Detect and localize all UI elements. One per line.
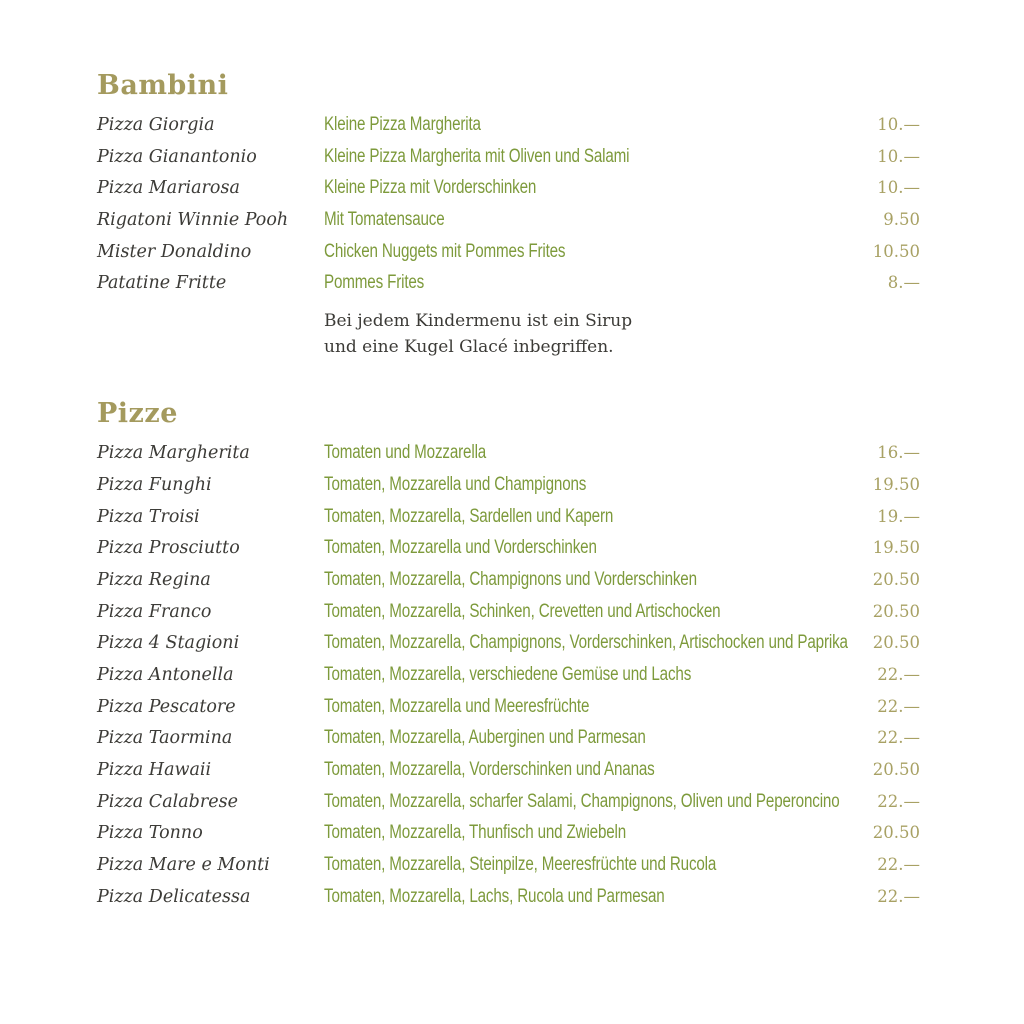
item-name: Pizza Antonella [97,664,234,685]
item-price: 19.50 [872,474,920,494]
item-description-cell [324,177,830,199]
item-price: 10.50 [872,241,920,261]
section-heading: Bambini [97,70,229,101]
item-description-cell [324,506,830,528]
item-description-cell [324,696,830,718]
section-note [324,308,920,360]
item-name: Pizza Mare e Monti [97,855,270,876]
menu-item-row [97,272,920,304]
menu-item-row [97,569,920,601]
menu-item-row [97,791,920,823]
item-name: Pizza Pescatore [97,696,236,717]
menu-item-row [97,727,920,759]
item-description: Kleine Pizza mit Vorderschinken [324,177,537,199]
menu-item-row [97,114,920,146]
section-rows [97,442,920,917]
menu-item-row [97,177,920,209]
item-price: 9.50 [883,210,920,230]
item-description-cell [324,114,830,136]
item-description: Tomaten, Mozzarella, Lachs, Rucola und Parmesan [324,885,665,907]
item-name: Pizza 4 Stagioni [97,633,240,654]
item-description: Tomaten, Mozzarella, Champignons, Vorderschinken, Artischocken und Paprika [324,632,848,654]
item-name: Pizza Franco [97,601,212,622]
menu-item-row [97,696,920,728]
item-description-cell [324,632,848,654]
item-name: Pizza Tonno [97,823,203,844]
item-price: 19.— [877,506,920,526]
menu-item-row [97,759,920,791]
item-price: 22.— [877,886,920,906]
item-description-cell [324,442,830,464]
item-price: 8.— [887,273,920,293]
item-price: 10.— [877,115,920,134]
section-rows [97,114,920,304]
item-description: Kleine Pizza Margherita [324,114,481,135]
menu-item-row [97,664,920,696]
item-description: Pommes Frites [324,272,425,294]
item-name: Mister Donaldino [97,241,252,262]
item-name: Pizza Delicatessa [97,886,251,907]
item-description: Tomaten, Mozzarella, scharfer Salami, Champignons, Oliven und Peperoncino [324,790,840,812]
item-description-cell [324,601,830,623]
item-description-cell [324,474,830,496]
item-description: Tomaten, Mozzarella, Sardellen und Kapern [324,505,614,527]
menu-section [97,70,920,360]
menu-page [97,70,920,917]
menu-section [97,398,920,917]
item-name: Pizza Giorgia [97,115,215,135]
section-heading: Pizze [97,398,178,430]
item-description-cell [324,822,830,844]
item-description: Tomaten, Mozzarella, Thunfisch und Zwiebeln [324,822,627,844]
item-price: 20.50 [872,823,920,843]
item-price: 20.50 [872,760,920,779]
item-description: Tomaten, Mozzarella, Vorderschinken und Ananas [324,759,655,780]
item-description: Tomaten, Mozzarella, verschiedene Gemüse und Lachs [324,663,692,685]
item-price: 22.— [877,696,920,716]
menu-item-row [97,537,920,569]
item-description-cell [324,569,830,591]
menu-item-row [97,822,920,854]
item-name: Rigatoni Winnie Pooh [97,210,289,231]
item-description-cell [324,146,830,168]
item-description: Tomaten und Mozzarella [324,442,487,464]
item-name: Pizza Calabrese [97,791,238,812]
item-name: Pizza Mariarosa [97,178,240,199]
item-description-cell [324,209,830,231]
item-price: 22.— [877,791,920,811]
item-name: Pizza Funghi [97,474,212,495]
item-name: Pizza Taormina [97,728,233,749]
item-price: 20.50 [872,569,920,589]
item-name: Patatine Fritte [97,273,227,294]
item-name: Pizza Prosciutto [97,538,240,559]
menu-item-row [97,886,920,918]
note-line: und eine Kugel Glacé inbegriffen. [324,337,614,358]
item-name: Pizza Hawaii [97,760,212,780]
item-description: Kleine Pizza Margherita mit Oliven und Salami [324,145,630,167]
item-description-cell [324,664,830,686]
item-description: Tomaten, Mozzarella und Vorderschinken [324,537,597,559]
menu-item-row [97,442,920,474]
menu-item-row [97,854,920,886]
item-name: Pizza Gianantonio [97,146,257,167]
menu-item-row [97,601,920,633]
item-price: 22.— [877,664,920,684]
item-description: Tomaten, Mozzarella, Steinpilze, Meeresfrüchte und Rucola [324,854,717,876]
item-description: Tomaten, Mozzarella, Auberginen und Parmesan [324,727,646,749]
item-name: Pizza Regina [97,569,211,590]
note-line: Bei jedem Kindermenu ist ein Sirup [324,311,633,332]
item-description-cell [324,790,840,813]
item-price: 20.50 [872,601,920,621]
item-description-cell [324,759,830,781]
item-description-cell [324,537,830,559]
menu-item-row [97,209,920,241]
item-description-cell [324,727,830,749]
item-description-cell [324,241,830,263]
item-price: 22.— [877,855,920,875]
item-price: 10.— [877,178,920,198]
item-price: 10.— [877,146,920,166]
item-description: Tomaten, Mozzarella und Champignons [324,473,587,495]
item-description: Chicken Nuggets mit Pommes Frites [324,240,566,262]
menu-item-row [97,474,920,506]
item-description: Tomaten, Mozzarella, Champignons und Vorderschinken [324,568,697,590]
item-description-cell [324,854,830,876]
item-price: 22.— [877,728,920,748]
item-description: Mit Tomatensauce [324,209,445,231]
item-description-cell [324,272,830,294]
menu-item-row [97,632,920,664]
item-price: 16.— [877,443,920,463]
item-description: Tomaten, Mozzarella und Meeresfrüchte [324,695,590,717]
item-price: 19.50 [872,538,920,558]
item-name: Pizza Margherita [97,443,250,464]
item-name: Pizza Troisi [97,506,200,527]
item-price: 20.50 [872,633,920,653]
menu-item-row [97,146,920,178]
menu-item-row [97,506,920,538]
item-description: Tomaten, Mozzarella, Schinken, Crevetten und Artischocken [324,600,721,622]
menu-item-row [97,241,920,273]
item-description-cell [324,886,830,908]
